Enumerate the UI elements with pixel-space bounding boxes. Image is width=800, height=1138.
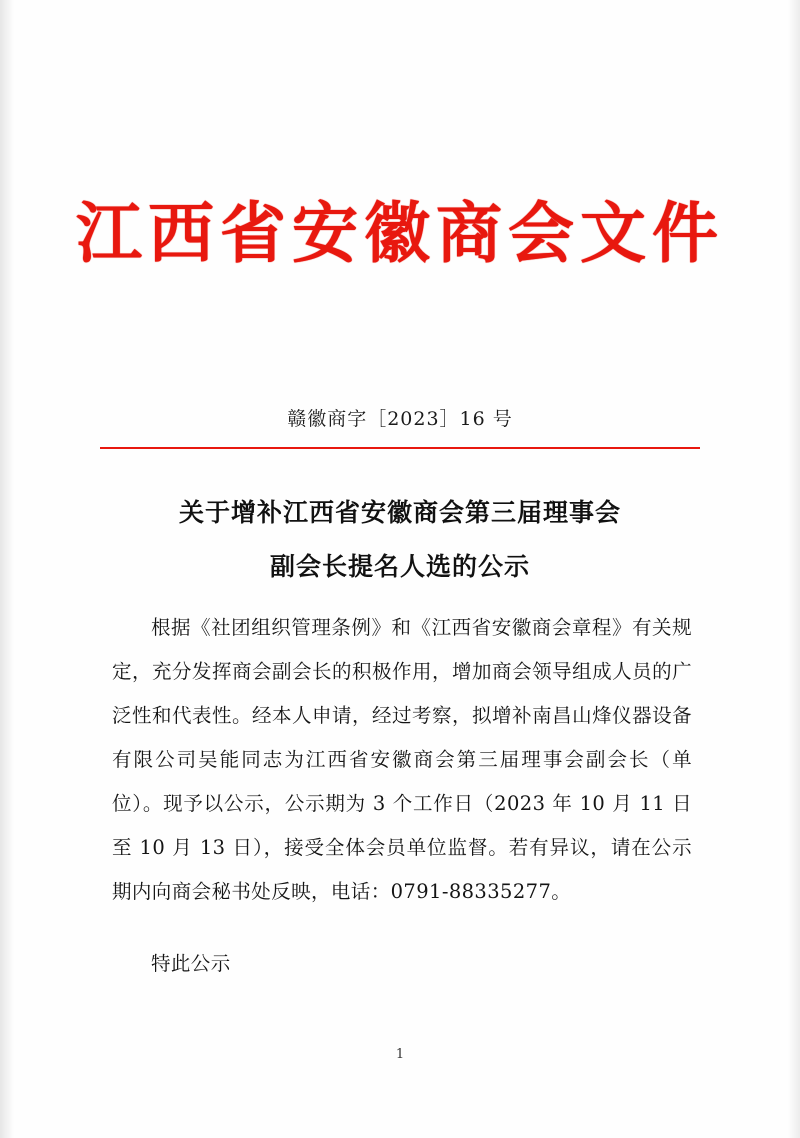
- document-body: [112, 606, 692, 986]
- document-number: 赣徽商字［2023］16 号: [287, 408, 513, 430]
- red-divider-rule: [100, 447, 700, 449]
- subject-line-2: 副会长提名人选的公示: [269, 552, 530, 581]
- body-paragraph: 根据《社团组织管理条例》和《江西省安徽商会章程》有关规定，充分发挥商会副会长的积极作用，增加商会领导组成人员的广泛性和代表性。经本人申请，经过考察，拟增补南昌山烽仪器设备有限公司吴能同志为江西省安徽商会第三届理事会副会长（单位）。现予以公示，公示期为 3 个工作日（2023 年 10 月 11 日至 10 月 13 日），接受全体会员单位监督。若有异议，请在公示期内向商会秘书处反映，电话：0791-88335277。: [112, 616, 692, 903]
- page-number: 1: [395, 1047, 405, 1062]
- subject-line-1: 关于增补江西省安徽商会第三届理事会: [178, 498, 621, 527]
- document-subject: [110, 486, 690, 594]
- closing-paragraph: 特此公示: [151, 952, 231, 975]
- document-header-title: 江西省安徽商会文件: [76, 194, 724, 272]
